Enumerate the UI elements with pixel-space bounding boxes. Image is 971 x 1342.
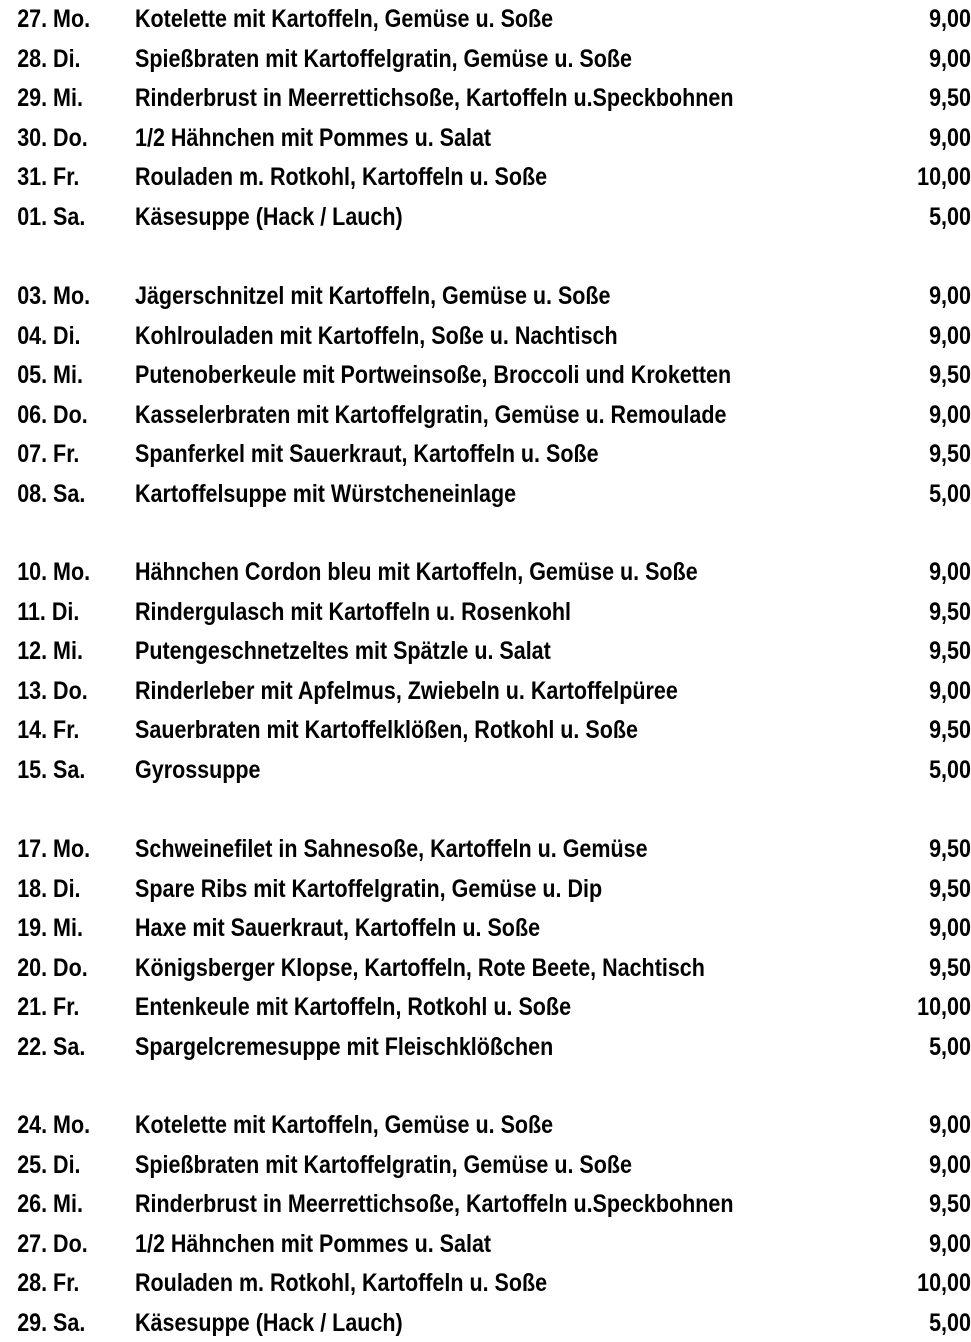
- menu-day-label: 12. Mi.: [17, 637, 83, 666]
- menu-dish-name: Kotelette mit Kartoffeln, Gemüse u. Soße: [135, 5, 554, 33]
- menu-day-label: 08. Sa.: [17, 480, 86, 508]
- menu-price: 5,00: [929, 1309, 971, 1337]
- menu-price: 9,00: [929, 5, 971, 33]
- menu-row: [0, 1106, 971, 1144]
- menu-day-label: 21. Fr.: [17, 993, 80, 1022]
- menu-price: 9,00: [929, 282, 971, 310]
- menu-dish-name: Königsberger Klopse, Kartoffeln, Rote Beete, Nachtisch: [135, 953, 705, 982]
- menu-day-label: 22. Sa.: [17, 1033, 86, 1061]
- menu-dish-name: Gyrossuppe: [135, 756, 261, 784]
- menu-row: [0, 988, 971, 1026]
- menu-dish-name: Käsesuppe (Hack / Lauch): [135, 203, 403, 231]
- menu-row: [0, 751, 971, 789]
- menu-dish-name: Rinderleber mit Apfelmus, Zwiebeln u. Kartoffelpüree: [135, 676, 678, 705]
- menu-day-label: 07. Fr.: [17, 440, 80, 469]
- menu-price: 5,00: [929, 480, 971, 508]
- menu-dish-name: Kasselerbraten mit Kartoffelgratin, Gemüse u. Remoulade: [135, 400, 727, 429]
- menu-dish-name: Rinderbrust in Meerrettichsoße, Kartoffeln u.Speckbohnen: [135, 1190, 734, 1219]
- menu-price: 9,00: [929, 321, 971, 350]
- menu-day-label: 18. Di.: [17, 874, 81, 903]
- menu-row: [0, 40, 971, 78]
- menu-price: 9,00: [929, 1111, 971, 1139]
- menu-day-label: 28. Di.: [17, 44, 81, 73]
- menu-price: 9,00: [929, 1150, 971, 1179]
- menu-row: [0, 593, 971, 631]
- menu-row: [0, 396, 971, 434]
- menu-dish-name: Putengeschnetzeltes mit Spätzle u. Salat: [135, 637, 551, 666]
- menu-dish-name: Sauerbraten mit Kartoffelklößen, Rotkohl u. Soße: [135, 716, 638, 745]
- menu-price: 9,50: [929, 361, 971, 390]
- menu-row: [0, 1264, 971, 1302]
- menu-row: [0, 317, 971, 355]
- menu-day-label: 10. Mo.: [17, 558, 91, 586]
- menu-day-label: 14. Fr.: [17, 716, 80, 745]
- menu-dish-name: Rinderbrust in Meerrettichsoße, Kartoffeln u.Speckbohnen: [135, 84, 734, 113]
- menu-dish-name: Entenkeule mit Kartoffeln, Rotkohl u. Soße: [135, 993, 572, 1022]
- menu-price: 9,50: [929, 637, 971, 666]
- menu-price: 9,00: [929, 914, 971, 943]
- menu-day-label: 30. Do.: [17, 123, 88, 152]
- menu-price: 5,00: [929, 203, 971, 231]
- menu-price: 9,00: [929, 676, 971, 705]
- menu-row: [0, 1304, 971, 1342]
- menu-dish-name: 1/2 Hähnchen mit Pommes u. Salat: [135, 1229, 492, 1258]
- menu-row: [0, 1028, 971, 1066]
- menu-day-label: 19. Mi.: [17, 914, 83, 943]
- menu-price: 5,00: [929, 756, 971, 784]
- menu-dish-name: Spare Ribs mit Kartoffelgratin, Gemüse u. Dip: [135, 874, 603, 903]
- menu-price: 9,50: [929, 84, 971, 113]
- menu-day-label: 03. Mo.: [17, 282, 91, 310]
- menu-day-label: 29. Mi.: [17, 84, 83, 113]
- menu-day-label: 26. Mi.: [17, 1190, 83, 1219]
- menu-dish-name: Rouladen m. Rotkohl, Kartoffeln u. Soße: [135, 163, 548, 192]
- menu-day-label: 04. Di.: [17, 321, 81, 350]
- menu-row: [0, 475, 971, 513]
- menu-row: [0, 158, 971, 196]
- menu-dish-name: 1/2 Hähnchen mit Pommes u. Salat: [135, 123, 492, 152]
- menu-price: 9,50: [929, 716, 971, 745]
- menu-row: [0, 1225, 971, 1263]
- menu-row: [0, 949, 971, 987]
- menu-day-label: 27. Do.: [17, 1229, 88, 1258]
- menu-dish-name: Haxe mit Sauerkraut, Kartoffeln u. Soße: [135, 914, 541, 943]
- menu-day-label: 13. Do.: [17, 676, 88, 705]
- menu-price: 10,00: [917, 163, 971, 192]
- menu-price: 9,50: [929, 953, 971, 982]
- menu-row: [0, 435, 971, 473]
- menu-dish-name: Kartoffelsuppe mit Würstcheneinlage: [135, 480, 517, 508]
- menu-price: 9,00: [929, 123, 971, 152]
- menu-day-label: 17. Mo.: [17, 835, 91, 863]
- menu-price: 10,00: [917, 1269, 971, 1298]
- menu-price: 9,50: [929, 874, 971, 903]
- menu-day-label: 29. Sa.: [17, 1309, 86, 1337]
- menu-dish-name: Hähnchen Cordon bleu mit Kartoffeln, Gemüse u. Soße: [135, 558, 698, 586]
- menu-dish-name: Putenoberkeule mit Portweinsoße, Broccoli und Kroketten: [135, 361, 732, 390]
- menu-day-label: 28. Fr.: [17, 1269, 80, 1298]
- menu-row: [0, 672, 971, 710]
- menu-row: [0, 909, 971, 947]
- menu-day-label: 01. Sa.: [17, 203, 86, 231]
- menu-dish-name: Schweinefilet in Sahnesoße, Kartoffeln u. Gemüse: [135, 835, 648, 863]
- menu-dish-name: Spießbraten mit Kartoffelgratin, Gemüse u. Soße: [135, 1150, 632, 1179]
- menu-row: [0, 711, 971, 749]
- menu-day-label: 20. Do.: [17, 953, 88, 982]
- menu-day-label: 25. Di.: [17, 1150, 81, 1179]
- menu-price: 9,50: [929, 835, 971, 863]
- menu-price: 9,00: [929, 400, 971, 429]
- menu-row: [0, 0, 971, 38]
- menu-dish-name: Käsesuppe (Hack / Lauch): [135, 1309, 403, 1337]
- menu-row: [0, 198, 971, 236]
- menu-price: 9,50: [929, 1190, 971, 1219]
- menu-price: 9,00: [929, 1229, 971, 1258]
- menu-day-label: 15. Sa.: [17, 756, 86, 784]
- menu-price: 9,50: [929, 440, 971, 469]
- menu-dish-name: Kotelette mit Kartoffeln, Gemüse u. Soße: [135, 1111, 554, 1139]
- menu-row: [0, 277, 971, 315]
- menu-row: [0, 632, 971, 670]
- menu-dish-name: Jägerschnitzel mit Kartoffeln, Gemüse u. Soße: [135, 282, 611, 310]
- menu-row: [0, 356, 971, 394]
- menu-price: 5,00: [929, 1033, 971, 1061]
- menu-dish-name: Rouladen m. Rotkohl, Kartoffeln u. Soße: [135, 1269, 548, 1298]
- menu-day-label: 27. Mo.: [17, 5, 91, 33]
- menu-row: [0, 1185, 971, 1223]
- menu-dish-name: Spanferkel mit Sauerkraut, Kartoffeln u. Soße: [135, 440, 599, 469]
- menu-row: [0, 553, 971, 591]
- menu-day-label: 24. Mo.: [17, 1111, 91, 1139]
- menu-price: 9,00: [929, 44, 971, 73]
- menu-row: [0, 79, 971, 117]
- menu-day-label: 31. Fr.: [17, 163, 80, 192]
- menu-price: 10,00: [917, 993, 971, 1022]
- menu-row: [0, 830, 971, 868]
- menu-price: 9,00: [929, 558, 971, 586]
- menu-day-label: 06. Do.: [17, 400, 88, 429]
- menu-dish-name: Spargelcremesuppe mit Fleischklößchen: [135, 1033, 554, 1061]
- menu-dish-name: Rindergulasch mit Kartoffeln u. Rosenkohl: [135, 597, 572, 626]
- menu-dish-name: Kohlrouladen mit Kartoffeln, Soße u. Nachtisch: [135, 321, 618, 350]
- menu-day-label: 11. Di.: [17, 597, 80, 626]
- menu-row: [0, 119, 971, 157]
- menu-dish-name: Spießbraten mit Kartoffelgratin, Gemüse u. Soße: [135, 44, 632, 73]
- menu-day-label: 05. Mi.: [17, 361, 83, 390]
- menu-row: [0, 1146, 971, 1184]
- menu-row: [0, 870, 971, 908]
- menu-price: 9,50: [929, 597, 971, 626]
